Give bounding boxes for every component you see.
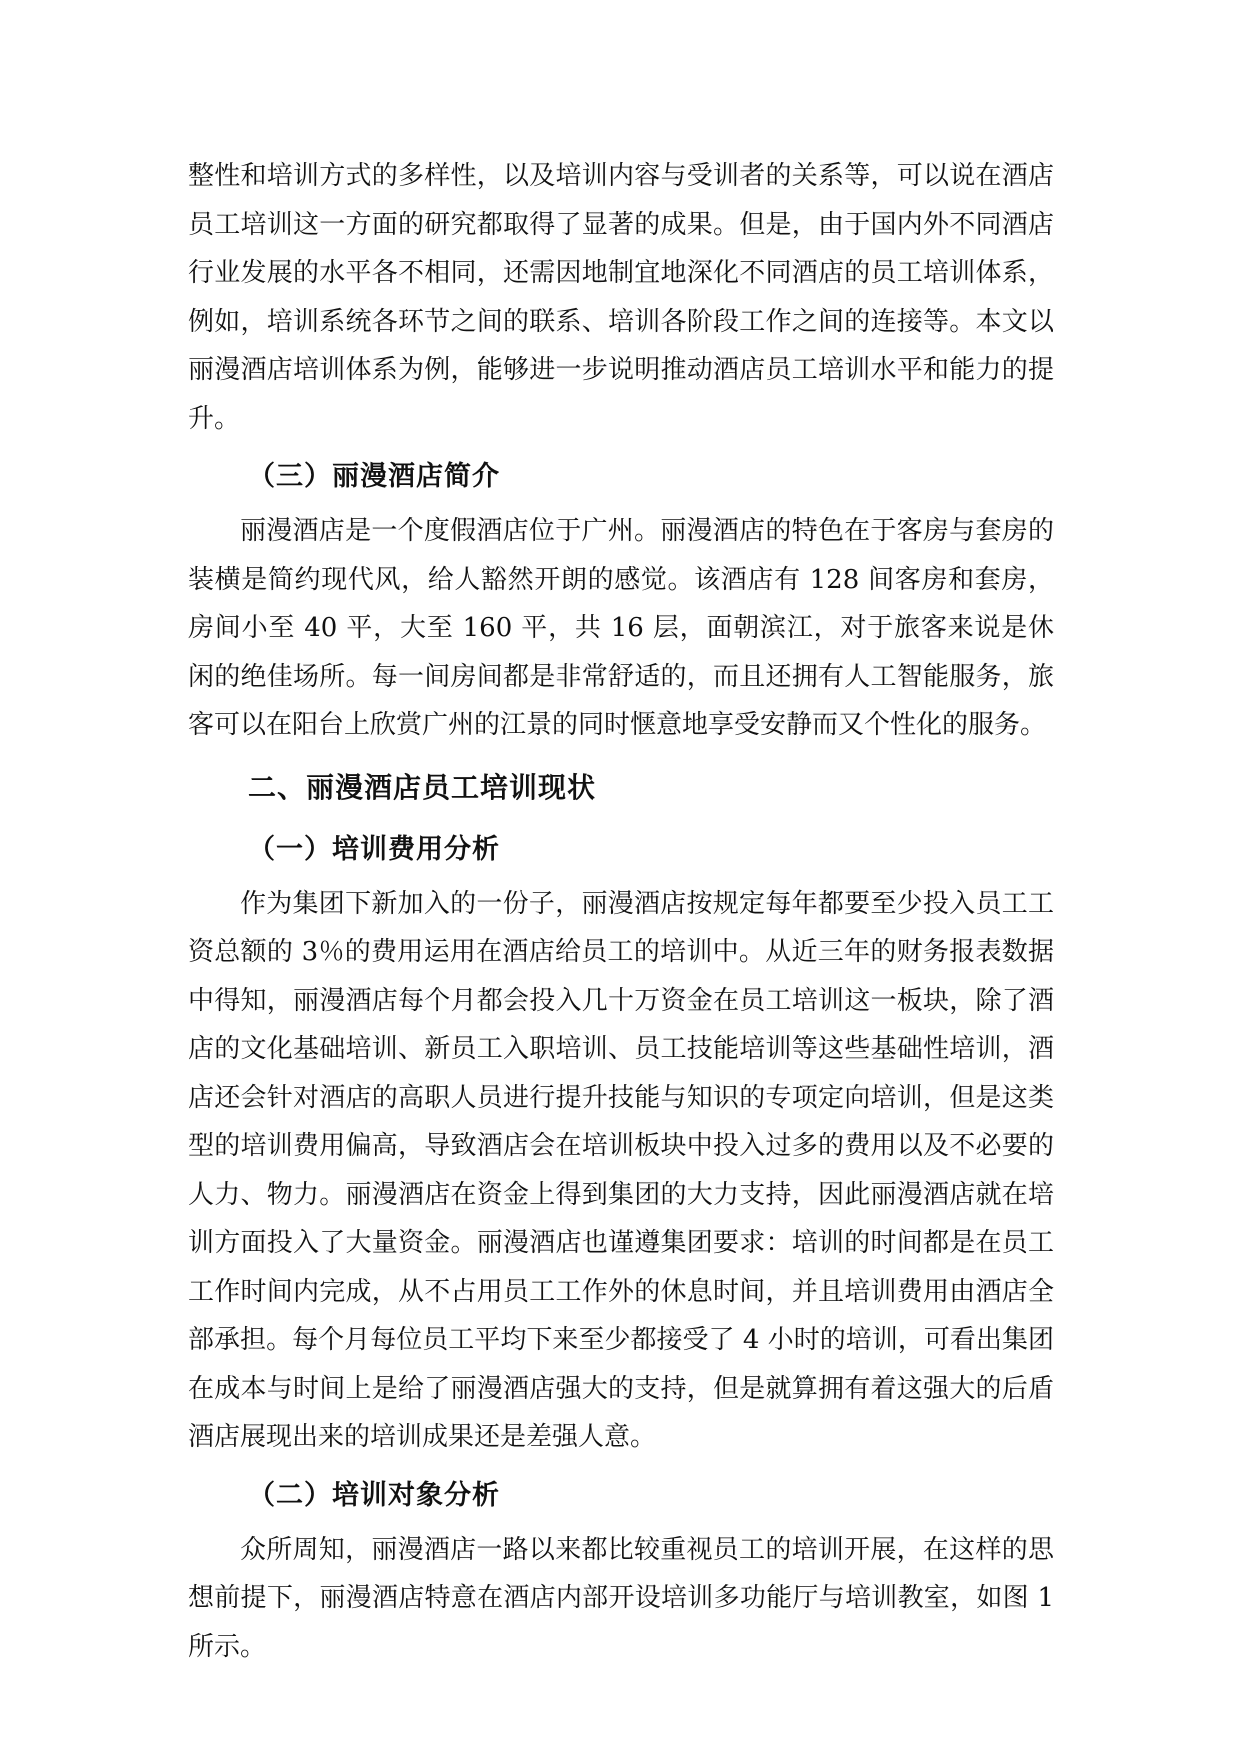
section-heading-training-target: （二）培训对象分析 (248, 1479, 500, 1511)
paragraph-training-cost: 作为集团下新加入的一份子，丽漫酒店按规定每年都要至少投入员工工资总额的 3％的费用运用在酒店给员工的培训中。从近三年的财务报表数据中得知，丽漫酒店每个月都会投入几十万资金在员工培训这一板块，除了酒店的文化基础培训、新员工入职培训、员工技能培训等这些基础性培训，酒店还会针对酒店的高职人员进行提升技能与知识的专项定向培训，但是这类型的培训费用偏高，导致酒店会在培训板块中投入过多的费用以及不必要的人力、物力。丽漫酒店在资金上得到集团的大力支持，因此丽漫酒店就在培训方面投入了大量资金。丽漫酒店也谨遵集团要求：培训的时间都是在员工工作时间内完成，从不占用员工工作外的休息时间，并且培训费用由酒店全部承担。每个月每位员工平均下来至少都接受了 4 小时的培训，可看出集团在成本与时间上是给了丽漫酒店强大的支持，但是就算拥有着这强大的后盾酒店展现出来的培训成果还是差强人意。 (188, 888, 1054, 1452)
paragraph-hotel-intro: 丽漫酒店是一个度假酒店位于广州。丽漫酒店的特色在于客房与套房的装横是简约现代风，给人豁然开朗的感觉。该酒店有 128 间客房和套房，房间小至 40 平，大至 160 平，共 16 层，面朝滨江，对于旅客来说是休闲的绝佳场所。每一间房间都是非常舒适的，而且还拥有人工智能服务，旅客可以在阳台上欣赏广州的江景的同时惬意地享受安静而又个性化的服务。 (188, 516, 1054, 740)
section-heading-training-cost: （一）培训费用分析 (248, 833, 500, 865)
chapter-heading-training-status: 二、丽漫酒店员工培训现状 (248, 770, 597, 804)
document-page (188, 152, 1054, 1671)
section-heading-hotel-intro: （三）丽漫酒店简介 (248, 461, 500, 492)
paragraph-training-target: 众所周知，丽漫酒店一路以来都比较重视员工的培训开展，在这样的思想前提下，丽漫酒店特意在酒店内部开设培训多功能厅与培训教室，如图 1 所示。 (188, 1534, 1054, 1662)
paragraph-research-summary: 整性和培训方式的多样性，以及培训内容与受训者的关系等，可以说在酒店员工培训这一方面的研究都取得了显著的成果。但是，由于国内外不同酒店行业发展的水平各不相同，还需因地制宜地深化不同酒店的员工培训体系，例如，培训系统各环节之间的联系、培训各阶段工作之间的连接等。本文以丽漫酒店培训体系为例，能够进一步说明推动酒店员工培训水平和能力的提升。 (188, 161, 1054, 434)
